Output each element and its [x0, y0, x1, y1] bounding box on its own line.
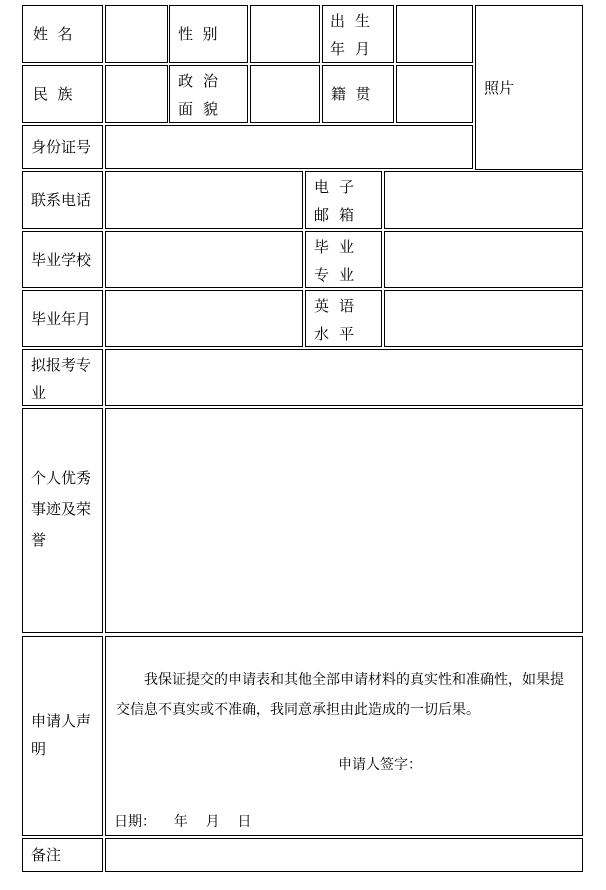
name-label: 姓 名 [33, 25, 73, 43]
school-field[interactable] [105, 231, 303, 288]
photo-label: 照片 [484, 79, 515, 97]
major-label: 毕业专业 [314, 238, 365, 284]
school-label: 毕业学校 [31, 251, 92, 269]
grad-date-label-cell [22, 290, 103, 347]
grad-date-field[interactable] [105, 290, 303, 347]
ethnicity-label: 民 族 [33, 85, 73, 103]
honors-label-cell [22, 408, 103, 633]
native-label: 籍 贯 [331, 85, 371, 103]
birth-label-cell [322, 5, 394, 63]
political-label-cell [169, 65, 248, 123]
major-field[interactable] [384, 231, 583, 288]
remarks-label: 备注 [31, 846, 62, 864]
email-label-cell [305, 171, 382, 229]
birth-label: 出生年月 [330, 12, 381, 58]
photo-cell[interactable] [475, 5, 583, 170]
remarks-label-cell [22, 838, 103, 872]
apply-major-label: 拟报考专业 [31, 356, 92, 402]
phone-field[interactable] [105, 171, 303, 229]
remarks-field[interactable] [105, 838, 583, 872]
email-field[interactable] [384, 171, 583, 229]
native-field[interactable] [396, 65, 473, 123]
ethnicity-label-cell [22, 65, 103, 123]
id-label-cell [22, 125, 103, 169]
english-label-cell [305, 290, 382, 347]
native-label-cell [322, 65, 394, 123]
declaration-cell [105, 636, 583, 836]
apply-major-field[interactable] [105, 349, 583, 406]
ethnicity-field[interactable] [105, 65, 168, 123]
phone-label-cell [22, 171, 103, 229]
declaration-label-cell [22, 636, 103, 836]
signature-label: 申请人签字： [338, 757, 422, 773]
grad-date-label: 毕业年月 [31, 310, 92, 328]
political-field[interactable] [250, 65, 320, 123]
email-label: 电子邮箱 [314, 178, 365, 224]
phone-label: 联系电话 [31, 191, 92, 209]
apply-major-label-cell [22, 349, 103, 406]
honors-field[interactable] [105, 408, 583, 633]
honors-label: 个人优秀事迹及荣誉 [31, 469, 92, 549]
declaration-label: 申请人声明 [31, 712, 92, 758]
birth-field[interactable] [396, 5, 473, 63]
gender-label-cell [169, 5, 248, 63]
id-label: 身份证号 [31, 138, 92, 156]
name-field[interactable] [105, 5, 168, 63]
major-label-cell [305, 231, 382, 288]
gender-label: 性 别 [178, 25, 218, 43]
political-label: 政治面貌 [178, 72, 229, 118]
gender-field[interactable] [250, 5, 320, 63]
english-label: 英语水平 [314, 297, 365, 343]
school-label-cell [22, 231, 103, 288]
declaration-text: 我保证提交的申请表和其他全部申请材料的真实性和准确性，如果提交信息不真实或不准确，我同意承担由此造成的一切后果。 [116, 672, 564, 718]
name-label-cell [22, 5, 103, 63]
id-field[interactable] [105, 125, 473, 169]
date-label: 日期： 年 月 日 [114, 814, 252, 830]
english-field[interactable] [384, 290, 583, 347]
